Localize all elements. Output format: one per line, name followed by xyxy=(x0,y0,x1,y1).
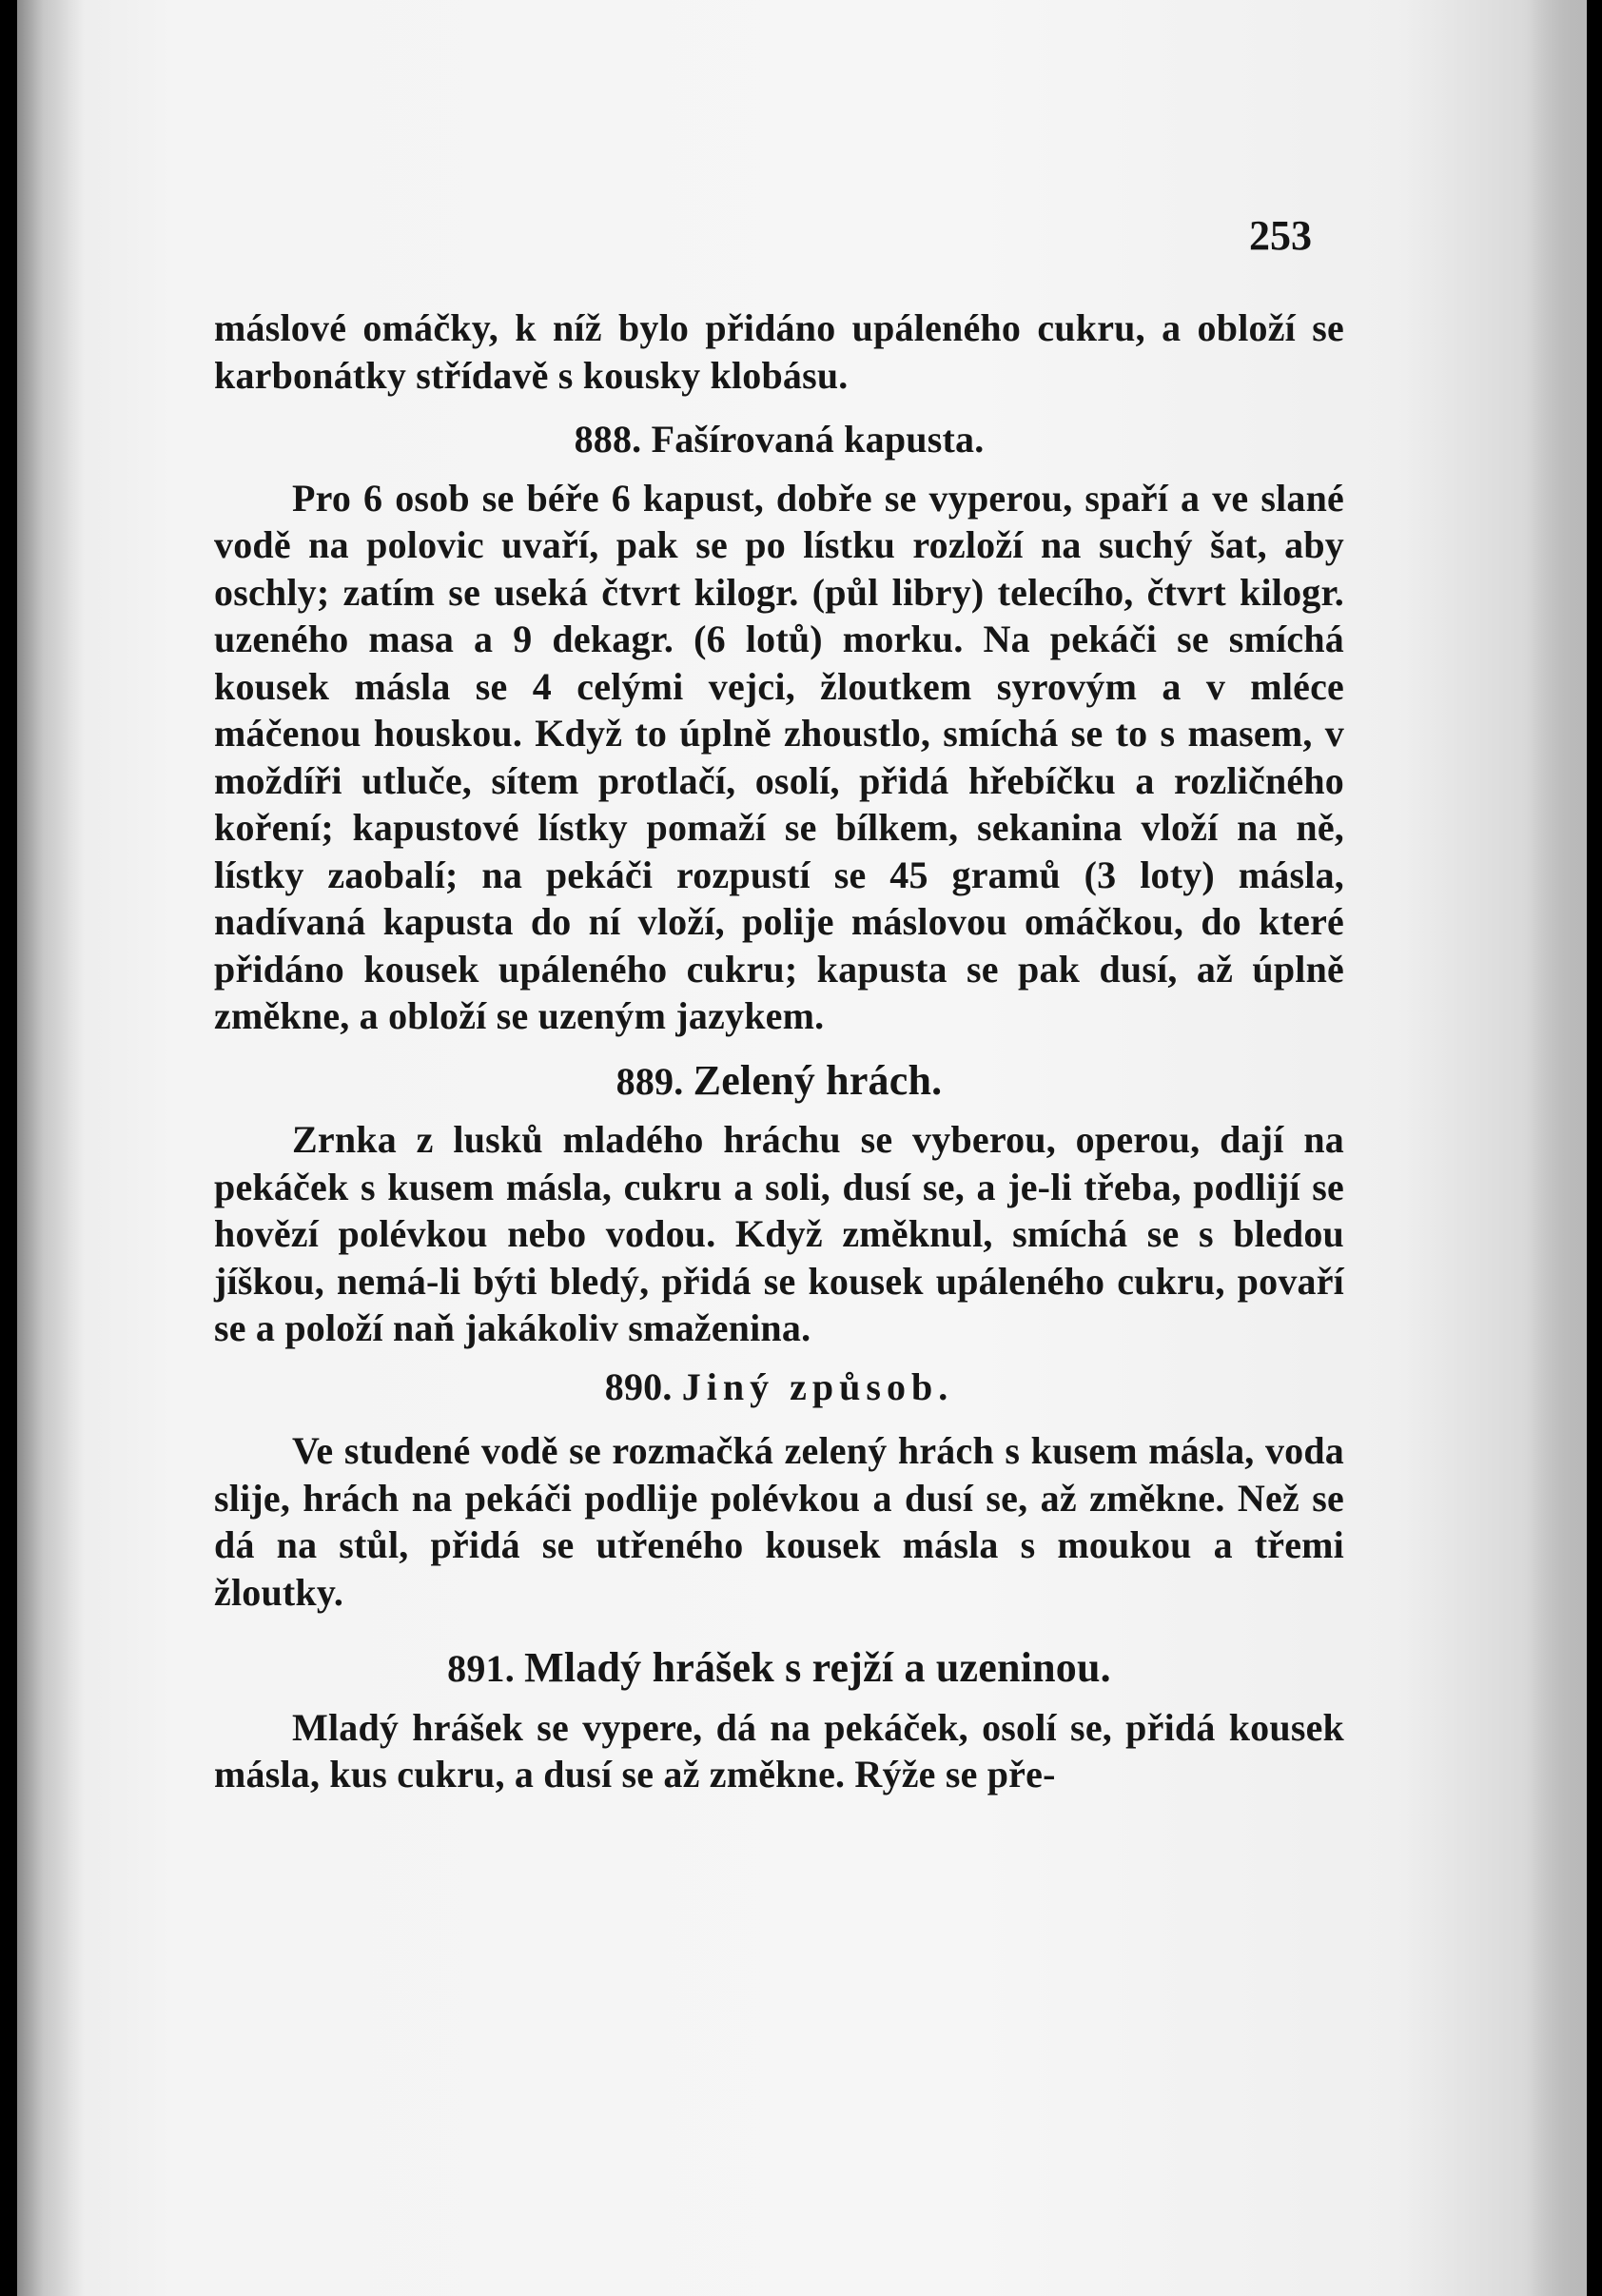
section-number: 891. xyxy=(447,1647,515,1690)
page-edge-shadow xyxy=(1530,0,1587,2296)
page-text-body xyxy=(214,304,1344,1798)
section-title: Zelený hrách. xyxy=(693,1056,943,1104)
section-heading-890 xyxy=(214,1364,1344,1411)
section-title: Fašírovaná kapusta. xyxy=(651,418,985,461)
section-number: 889. xyxy=(615,1059,684,1103)
intro-paragraph: máslové omáčky, k níž bylo přidáno upáleného cukru, a obloží se karbonátky střídavě s kousky klobásu. xyxy=(214,306,1344,397)
recipe-paragraph: Ve studené vodě se rozmačká zelený hrách s kusem másla, voda slije, hrách na pekáči podlije polévkou a dusí se, až změkne. Než se dá na stůl, přidá se utřeného kousek másla s moukou a třemi žloutky. xyxy=(214,1429,1344,1614)
section-heading-889 xyxy=(214,1057,1344,1106)
recipe-paragraph: Mladý hrášek se vypere, dá na pekáček, osolí se, přidá kousek másla, kus cukru, a dusí se až změkne. Rýže se pře- xyxy=(214,1705,1344,1796)
page-number: 253 xyxy=(1249,212,1312,259)
section-heading-891 xyxy=(214,1644,1344,1693)
section-title: Jiný způsob. xyxy=(681,1364,954,1408)
section-number: 890. xyxy=(604,1364,673,1408)
recipe-paragraph: Pro 6 osob se béře 6 kapust, dobře se vyperou, spaří a ve slané vodě na polovic uvaří, pak se po lístku rozloží na suchý šat, aby oschly; zatím se useká čtvrt kilogr. (půl libry) telecího, čtvrt kilogr. uzeného masa a 9 dekagr. (6 lotů) morku. Na pekáči se smíchá kousek másla se 4 celými vejci, žloutkem syrovým a v mléce máčenou houskou. Když to úplně zhoustlo, smíchá se to s masem, v moždíři utluče, sítem protlačí, osolí, přidá hřebíčku a rozličného koření; kapustové lístky pomaží se bílkem, sekanina vloží na ně, lístky zaobalí; na pekáči rozpustí se 45 gramů (3 loty) másla, nadívaná kapusta do ní vloží, polije máslovou omáčkou, do které přidáno kousek upáleného cukru; kapusta se pak dusí, až úplně změkne, a obloží se uzeným jazykem. xyxy=(214,476,1344,1037)
section-title: Mladý hrášek s rejží a uzeninou. xyxy=(524,1644,1111,1691)
recipe-paragraph: Zrnka z lusků mladého hráchu se vyberou, operou, dají na pekáček s kusem másla, cukru a soli, dusí se, a je-li třeba, podlijí se hovězí polévkou nebo vodou. Když změknul, smíchá se s bledou jíškou, nemá-li býti bledý, přidá se kousek upáleného cukru, povaří se a položí naň jakákoliv smaženina. xyxy=(214,1118,1344,1349)
page-binding-shadow xyxy=(17,0,84,2296)
section-heading-888 xyxy=(214,416,1344,463)
section-number: 888. xyxy=(574,418,642,461)
book-page xyxy=(17,0,1587,2296)
